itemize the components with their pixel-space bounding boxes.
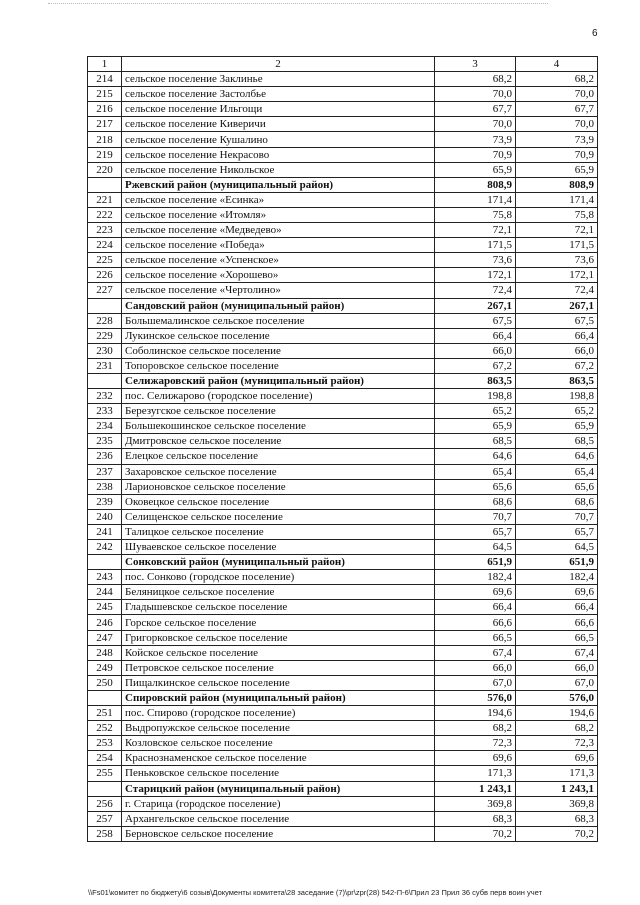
- row-name: Захаровское сельское поселение: [122, 464, 435, 479]
- row-value-col4: 64,6: [516, 449, 598, 464]
- row-number: 217: [88, 117, 122, 132]
- district-row: [88, 781, 598, 796]
- district-row: [88, 555, 598, 570]
- table-row: [88, 419, 598, 434]
- row-number: 219: [88, 147, 122, 162]
- row-value-col3: 863,5: [435, 373, 516, 388]
- district-row: [88, 373, 598, 388]
- row-value-col4: 68,2: [516, 72, 598, 87]
- row-name: Беляницкое сельское поселение: [122, 585, 435, 600]
- table-row: [88, 675, 598, 690]
- row-name: сельское поселение Киверичи: [122, 117, 435, 132]
- row-name: пос. Селижарово (городское поселение): [122, 389, 435, 404]
- row-name: Топоровское сельское поселение: [122, 358, 435, 373]
- row-value-col3: 72,4: [435, 283, 516, 298]
- row-value-col4: 182,4: [516, 570, 598, 585]
- row-number: 246: [88, 615, 122, 630]
- row-number: 230: [88, 343, 122, 358]
- row-name: Архангельское сельское поселение: [122, 811, 435, 826]
- column-header-1: 1: [88, 57, 122, 72]
- row-value-col3: 70,0: [435, 117, 516, 132]
- row-value-col4: 67,5: [516, 313, 598, 328]
- table-row: [88, 343, 598, 358]
- row-value-col4: 68,2: [516, 721, 598, 736]
- row-name: Большемалинское сельское поселение: [122, 313, 435, 328]
- row-name: сельское поселение Никольское: [122, 162, 435, 177]
- row-value-col3: 369,8: [435, 796, 516, 811]
- row-name: Сандовский район (муниципальный район): [122, 298, 435, 313]
- row-value-col4: 70,0: [516, 87, 598, 102]
- row-value-col4: 171,5: [516, 238, 598, 253]
- row-value-col4: 75,8: [516, 207, 598, 222]
- table-row: [88, 811, 598, 826]
- row-number: 215: [88, 87, 122, 102]
- table-row: [88, 509, 598, 524]
- row-value-col4: 576,0: [516, 690, 598, 705]
- table-row: [88, 283, 598, 298]
- row-number: 228: [88, 313, 122, 328]
- row-name: Елецкое сельское поселение: [122, 449, 435, 464]
- table-row: [88, 540, 598, 555]
- row-value-col3: 1 243,1: [435, 781, 516, 796]
- row-number: 237: [88, 464, 122, 479]
- row-number: 235: [88, 434, 122, 449]
- row-value-col3: 65,2: [435, 404, 516, 419]
- row-value-col4: 651,9: [516, 555, 598, 570]
- row-number: 250: [88, 675, 122, 690]
- row-number: 248: [88, 645, 122, 660]
- row-number: 242: [88, 540, 122, 555]
- row-name: г. Старица (городское поселение): [122, 796, 435, 811]
- table-row: [88, 479, 598, 494]
- allocation-table: [87, 56, 598, 842]
- row-number: 221: [88, 192, 122, 207]
- row-name: Берновское сельское поселение: [122, 826, 435, 841]
- table-row: [88, 434, 598, 449]
- row-name: сельское поселение Заклинье: [122, 72, 435, 87]
- table-row: [88, 630, 598, 645]
- row-value-col3: 64,6: [435, 449, 516, 464]
- table-row: [88, 585, 598, 600]
- table-row: [88, 494, 598, 509]
- row-number: 245: [88, 600, 122, 615]
- row-value-col3: 267,1: [435, 298, 516, 313]
- row-name: Спировский район (муниципальный район): [122, 690, 435, 705]
- row-name: Селищенское сельское поселение: [122, 509, 435, 524]
- row-name: Пищалкинское сельское поселение: [122, 675, 435, 690]
- row-number: 229: [88, 328, 122, 343]
- row-name: Ларионовское сельское поселение: [122, 479, 435, 494]
- row-value-col3: 73,6: [435, 253, 516, 268]
- row-number: 251: [88, 706, 122, 721]
- row-value-col3: 72,1: [435, 223, 516, 238]
- row-value-col4: 73,9: [516, 132, 598, 147]
- row-value-col4: 70,2: [516, 826, 598, 841]
- table-row: [88, 238, 598, 253]
- row-value-col4: 73,6: [516, 253, 598, 268]
- row-value-col3: 65,9: [435, 162, 516, 177]
- row-value-col3: 70,9: [435, 147, 516, 162]
- page-number: 6: [592, 28, 598, 39]
- row-name: сельское поселение «Медведево»: [122, 223, 435, 238]
- row-value-col4: 72,1: [516, 223, 598, 238]
- row-value-col4: 369,8: [516, 796, 598, 811]
- row-value-col4: 65,2: [516, 404, 598, 419]
- row-name: Выдропужское сельское поселение: [122, 721, 435, 736]
- table-row: [88, 570, 598, 585]
- row-value-col4: 70,0: [516, 117, 598, 132]
- row-number: 234: [88, 419, 122, 434]
- table-row: [88, 87, 598, 102]
- row-value-col4: 65,7: [516, 524, 598, 539]
- row-value-col3: 182,4: [435, 570, 516, 585]
- row-value-col3: 67,4: [435, 645, 516, 660]
- row-value-col4: 66,0: [516, 660, 598, 675]
- row-value-col4: 67,4: [516, 645, 598, 660]
- row-name: Лукинское сельское поселение: [122, 328, 435, 343]
- row-value-col3: 66,4: [435, 600, 516, 615]
- row-number: [88, 555, 122, 570]
- row-number: 227: [88, 283, 122, 298]
- scan-edge-mark: [48, 3, 548, 5]
- row-value-col3: 172,1: [435, 268, 516, 283]
- row-value-col3: 194,6: [435, 706, 516, 721]
- row-value-col4: 172,1: [516, 268, 598, 283]
- row-name: пос. Сонково (городское поселение): [122, 570, 435, 585]
- table-row: [88, 132, 598, 147]
- table-row: [88, 706, 598, 721]
- table-row: [88, 736, 598, 751]
- row-value-col3: 67,7: [435, 102, 516, 117]
- row-value-col3: 70,2: [435, 826, 516, 841]
- row-name: Петровское сельское поселение: [122, 660, 435, 675]
- row-value-col4: 70,9: [516, 147, 598, 162]
- row-value-col3: 68,6: [435, 494, 516, 509]
- row-number: 249: [88, 660, 122, 675]
- row-number: 241: [88, 524, 122, 539]
- row-value-col4: 67,7: [516, 102, 598, 117]
- row-number: [88, 298, 122, 313]
- row-number: 252: [88, 721, 122, 736]
- row-value-col4: 68,5: [516, 434, 598, 449]
- row-number: [88, 690, 122, 705]
- row-name: Ржевский район (муниципальный район): [122, 177, 435, 192]
- row-value-col4: 1 243,1: [516, 781, 598, 796]
- row-value-col4: 67,0: [516, 675, 598, 690]
- table-row: [88, 645, 598, 660]
- row-value-col4: 171,4: [516, 192, 598, 207]
- table-row: [88, 449, 598, 464]
- table-row: [88, 751, 598, 766]
- table-row: [88, 192, 598, 207]
- row-value-col4: 66,4: [516, 328, 598, 343]
- row-number: [88, 781, 122, 796]
- row-name: сельское поселение Застолбье: [122, 87, 435, 102]
- row-value-col3: 651,9: [435, 555, 516, 570]
- table-row: [88, 358, 598, 373]
- table-row: [88, 389, 598, 404]
- row-value-col3: 68,5: [435, 434, 516, 449]
- row-value-col3: 64,5: [435, 540, 516, 555]
- row-value-col3: 70,0: [435, 87, 516, 102]
- table-row: [88, 102, 598, 117]
- column-header-4: 4: [516, 57, 598, 72]
- row-name: Старицкий район (муниципальный район): [122, 781, 435, 796]
- row-value-col4: 68,6: [516, 494, 598, 509]
- row-value-col3: 65,7: [435, 524, 516, 539]
- row-value-col4: 72,4: [516, 283, 598, 298]
- row-name: Койское сельское поселение: [122, 645, 435, 660]
- row-number: [88, 177, 122, 192]
- row-value-col3: 75,8: [435, 207, 516, 222]
- table-row: [88, 615, 598, 630]
- row-value-col3: 66,0: [435, 660, 516, 675]
- row-value-col3: 67,2: [435, 358, 516, 373]
- row-value-col3: 66,4: [435, 328, 516, 343]
- row-value-col4: 66,4: [516, 600, 598, 615]
- row-number: [88, 373, 122, 388]
- table-row: [88, 464, 598, 479]
- row-value-col3: 69,6: [435, 585, 516, 600]
- row-value-col4: 69,6: [516, 585, 598, 600]
- row-value-col3: 70,7: [435, 509, 516, 524]
- row-number: 216: [88, 102, 122, 117]
- table-row: [88, 524, 598, 539]
- row-name: Григорковское сельское поселение: [122, 630, 435, 645]
- row-value-col4: 70,7: [516, 509, 598, 524]
- row-value-col3: 171,5: [435, 238, 516, 253]
- row-name: Краснознаменское сельское поселение: [122, 751, 435, 766]
- row-value-col4: 198,8: [516, 389, 598, 404]
- row-name: сельское поселение «Есинка»: [122, 192, 435, 207]
- column-header-3: 3: [435, 57, 516, 72]
- table-row: [88, 328, 598, 343]
- row-value-col3: 68,2: [435, 721, 516, 736]
- row-value-col4: 64,5: [516, 540, 598, 555]
- row-number: 247: [88, 630, 122, 645]
- row-name: сельское поселение Кушалино: [122, 132, 435, 147]
- row-value-col4: 171,3: [516, 766, 598, 781]
- row-name: Дмитровское сельское поселение: [122, 434, 435, 449]
- row-number: 255: [88, 766, 122, 781]
- row-number: 222: [88, 207, 122, 222]
- table-row: [88, 253, 598, 268]
- table-row: [88, 826, 598, 841]
- row-value-col4: 194,6: [516, 706, 598, 721]
- row-name: сельское поселение «Итомля»: [122, 207, 435, 222]
- row-value-col3: 68,3: [435, 811, 516, 826]
- row-value-col4: 808,9: [516, 177, 598, 192]
- row-value-col4: 66,5: [516, 630, 598, 645]
- table-row: [88, 600, 598, 615]
- column-header-2: 2: [122, 57, 435, 72]
- row-number: 253: [88, 736, 122, 751]
- row-value-col4: 267,1: [516, 298, 598, 313]
- row-number: 244: [88, 585, 122, 600]
- row-value-col4: 65,4: [516, 464, 598, 479]
- row-number: 239: [88, 494, 122, 509]
- row-number: 225: [88, 253, 122, 268]
- district-row: [88, 298, 598, 313]
- row-value-col3: 171,4: [435, 192, 516, 207]
- row-number: 258: [88, 826, 122, 841]
- row-name: Березугское сельское поселение: [122, 404, 435, 419]
- row-number: 233: [88, 404, 122, 419]
- row-name: Пеньковское сельское поселение: [122, 766, 435, 781]
- row-value-col3: 171,3: [435, 766, 516, 781]
- row-value-col3: 66,0: [435, 343, 516, 358]
- row-number: 243: [88, 570, 122, 585]
- row-value-col3: 66,5: [435, 630, 516, 645]
- table-row: [88, 796, 598, 811]
- row-value-col4: 65,9: [516, 162, 598, 177]
- row-number: 256: [88, 796, 122, 811]
- row-number: 224: [88, 238, 122, 253]
- row-name: Соболинское сельское поселение: [122, 343, 435, 358]
- row-name: Сонковский район (муниципальный район): [122, 555, 435, 570]
- table-row: [88, 223, 598, 238]
- row-value-col3: 65,4: [435, 464, 516, 479]
- row-name: Оковецкое сельское поселение: [122, 494, 435, 509]
- row-value-col4: 69,6: [516, 751, 598, 766]
- row-number: 240: [88, 509, 122, 524]
- row-value-col4: 68,3: [516, 811, 598, 826]
- row-value-col4: 863,5: [516, 373, 598, 388]
- district-row: [88, 690, 598, 705]
- row-value-col4: 65,6: [516, 479, 598, 494]
- row-number: 226: [88, 268, 122, 283]
- row-value-col3: 576,0: [435, 690, 516, 705]
- row-value-col3: 69,6: [435, 751, 516, 766]
- row-name: сельское поселение «Хорошево»: [122, 268, 435, 283]
- row-value-col3: 67,5: [435, 313, 516, 328]
- row-value-col3: 65,6: [435, 479, 516, 494]
- row-name: Шуваевское сельское поселение: [122, 540, 435, 555]
- row-name: пос. Спирово (городское поселение): [122, 706, 435, 721]
- row-value-col3: 198,8: [435, 389, 516, 404]
- row-name: Селижаровский район (муниципальный район): [122, 373, 435, 388]
- file-path-footer: \\Fs01\комитет по бюджету\6 созыв\Документы комитета\28 заседание (7)\pr\zpr(28) 542-П-6\Прил 23 Прил 36 субв перв воин учет: [88, 888, 543, 897]
- row-value-col3: 68,2: [435, 72, 516, 87]
- row-number: 231: [88, 358, 122, 373]
- row-number: 254: [88, 751, 122, 766]
- row-value-col4: 72,3: [516, 736, 598, 751]
- table-row: [88, 207, 598, 222]
- row-number: 214: [88, 72, 122, 87]
- row-value-col3: 67,0: [435, 675, 516, 690]
- table-row: [88, 660, 598, 675]
- table-row: [88, 268, 598, 283]
- row-name: Горское сельское поселение: [122, 615, 435, 630]
- row-name: сельское поселение «Успенское»: [122, 253, 435, 268]
- row-number: 232: [88, 389, 122, 404]
- row-name: сельское поселение «Победа»: [122, 238, 435, 253]
- row-number: 236: [88, 449, 122, 464]
- row-value-col3: 73,9: [435, 132, 516, 147]
- row-number: 238: [88, 479, 122, 494]
- row-name: Козловское сельское поселение: [122, 736, 435, 751]
- table-row: [88, 147, 598, 162]
- table-row: [88, 766, 598, 781]
- table-row: [88, 162, 598, 177]
- table-row: [88, 72, 598, 87]
- row-number: 218: [88, 132, 122, 147]
- row-value-col3: 808,9: [435, 177, 516, 192]
- row-number: 257: [88, 811, 122, 826]
- row-value-col4: 67,2: [516, 358, 598, 373]
- row-number: 220: [88, 162, 122, 177]
- table-row: [88, 404, 598, 419]
- row-value-col3: 66,6: [435, 615, 516, 630]
- table-header-row: [88, 57, 598, 72]
- row-number: 223: [88, 223, 122, 238]
- row-name: сельское поселение Некрасово: [122, 147, 435, 162]
- table-row: [88, 313, 598, 328]
- row-name: сельское поселение «Чертолино»: [122, 283, 435, 298]
- row-value-col4: 66,0: [516, 343, 598, 358]
- row-name: сельское поселение Ильгощи: [122, 102, 435, 117]
- row-value-col4: 66,6: [516, 615, 598, 630]
- row-name: Большекошинское сельское поселение: [122, 419, 435, 434]
- row-value-col3: 72,3: [435, 736, 516, 751]
- row-value-col4: 65,9: [516, 419, 598, 434]
- table-row: [88, 721, 598, 736]
- table-row: [88, 117, 598, 132]
- district-row: [88, 177, 598, 192]
- row-name: Талицкое сельское поселение: [122, 524, 435, 539]
- row-value-col3: 65,9: [435, 419, 516, 434]
- row-name: Гладышевское сельское поселение: [122, 600, 435, 615]
